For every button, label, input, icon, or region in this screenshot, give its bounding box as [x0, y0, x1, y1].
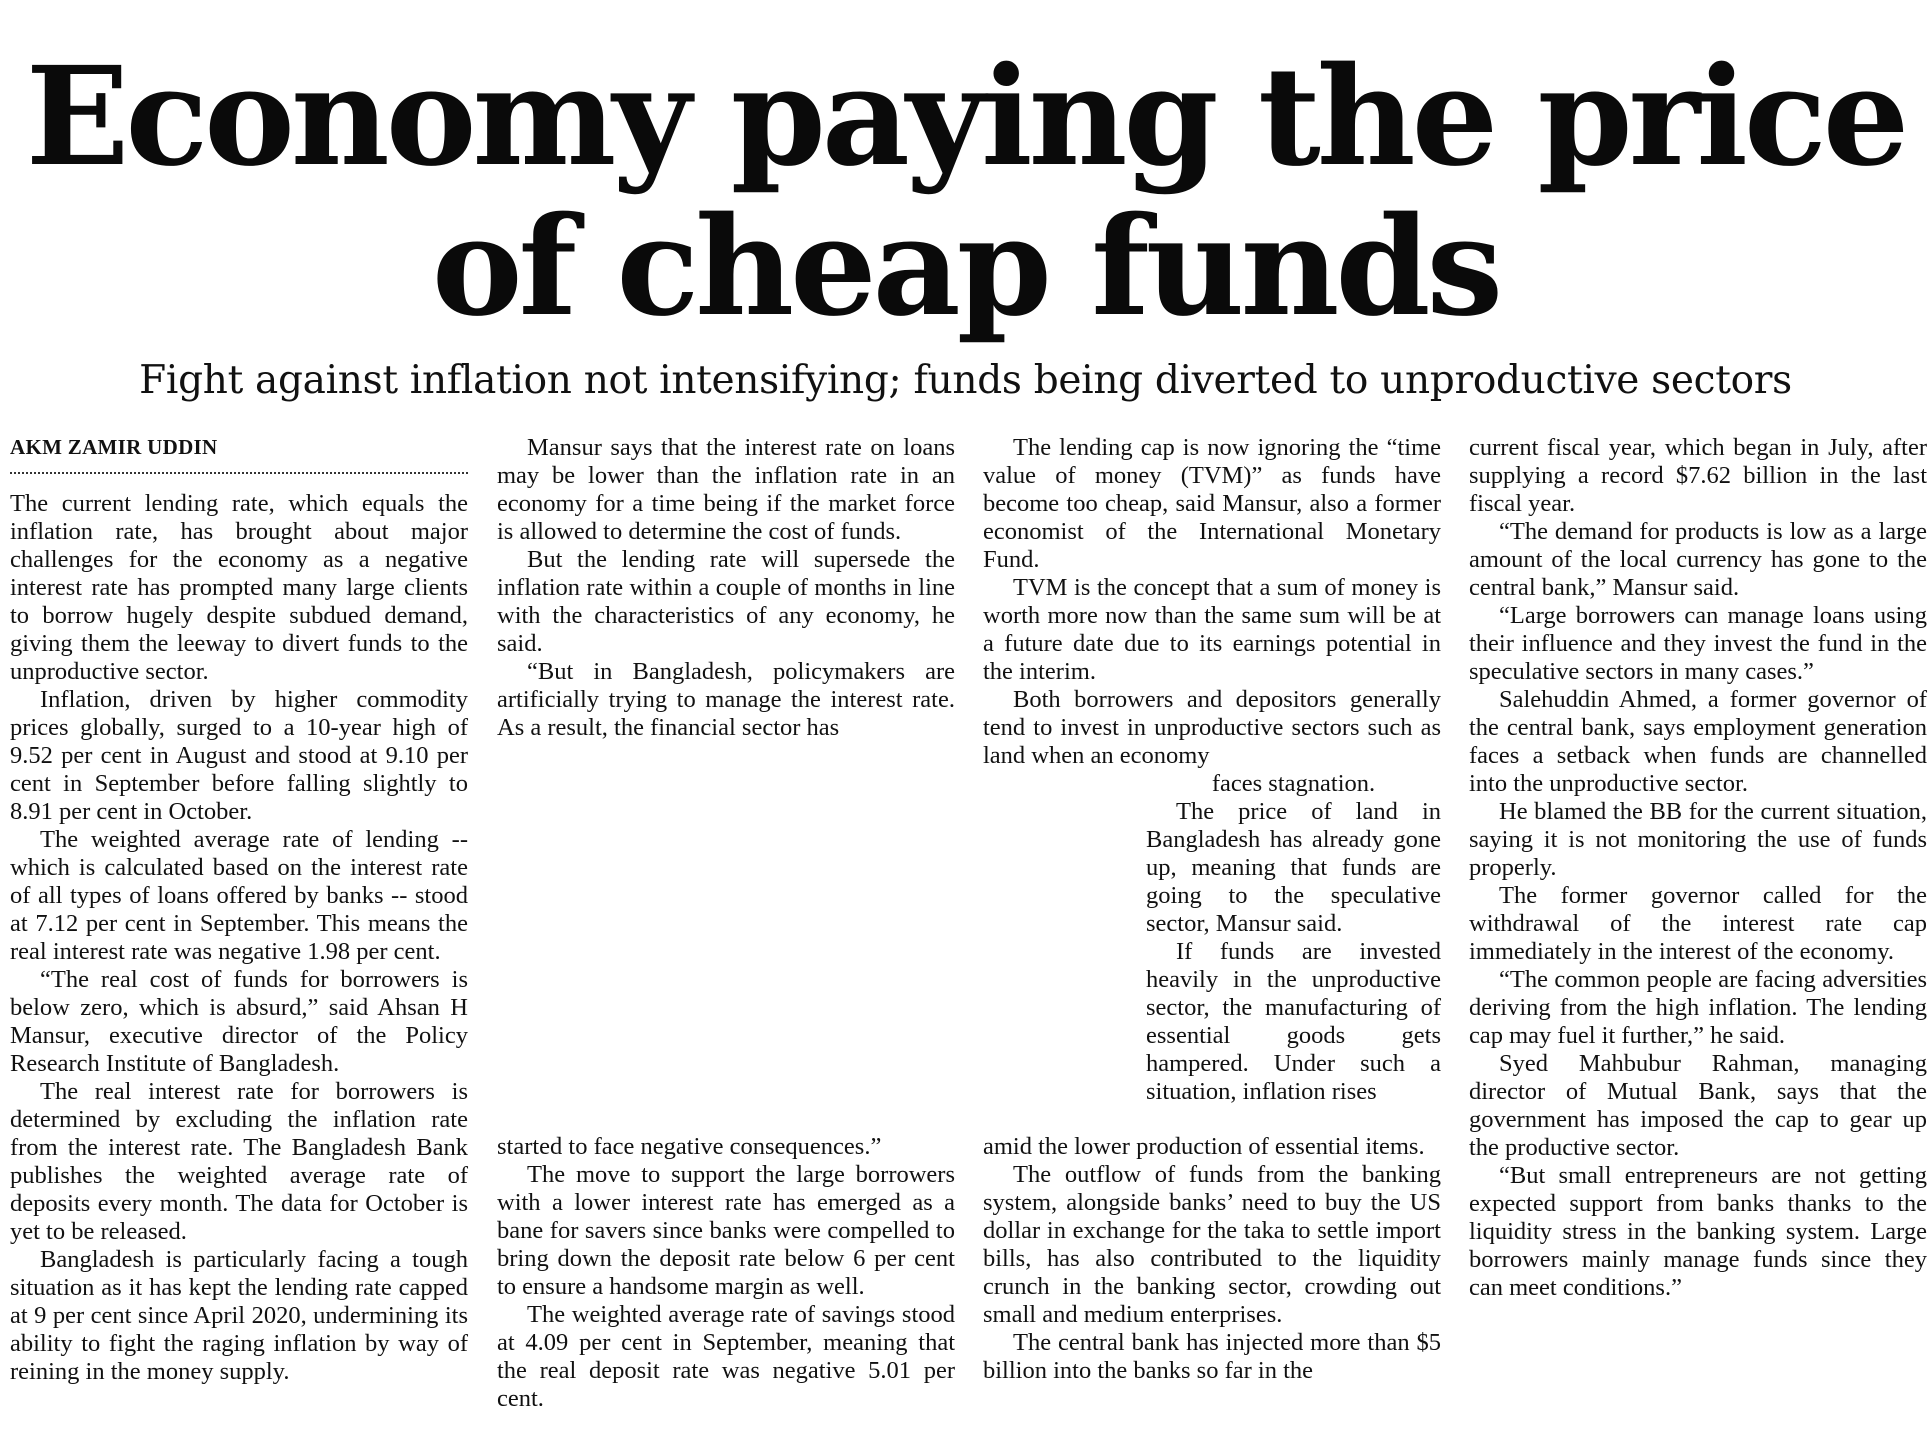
paragraph: He blamed the BB for the current situation, saying it is not monitoring the use of funds properly. — [1469, 798, 1927, 881]
paragraph: “The demand for products is low as a large amount of the local currency has gone to the central bank,” Mansur said. — [1469, 518, 1927, 601]
paragraph: “The real cost of funds for borrowers is below zero, which is absurd,” said Ahsan H Mansur, executive director of the Policy Research Institute of Bangladesh. — [10, 966, 468, 1077]
paragraph: The weighted average rate of lending -- which is calculated based on the interest rate of all types of loans offered by banks -- stood at 7.12 per cent in September. This means the real interest rate was negative 1.98 per cent. — [10, 826, 468, 965]
paragraph: faces stagnation. — [1211, 770, 1376, 797]
headline-line-1: Economy paying the price — [25, 37, 1906, 197]
paragraph: The price of land in Bangladesh has already gone up, meaning that funds are going to the speculative sector, Mansur said. — [1146, 798, 1441, 937]
paragraph: If funds are invested heavily in the unproductive sector, the manufacturing of essential goods gets hampered. Under such a situation, inflation rises — [1146, 938, 1441, 1105]
paragraph: started to face negative consequences.” — [497, 1133, 882, 1160]
paragraph: “But small entrepreneurs are not getting expected support from banks thanks to the liquidity stress in the banking system. Large borrowers mainly manage funds since they can meet conditions.” — [1469, 1162, 1927, 1301]
paragraph: Syed Mahbubur Rahman, managing director of Mutual Bank, says that the government has imposed the cap to gear up the productive sector. — [1469, 1050, 1927, 1161]
paragraph: The lending cap is now ignoring the “time value of money (TVM)” as funds have become too cheap, said Mansur, also a former economist of the International Monetary Fund. — [983, 434, 1441, 573]
paragraph: “But in Bangladesh, policymakers are artificially trying to manage the interest rate. As a result, the financial sector has — [497, 658, 955, 741]
headline-line-2: of cheap funds — [431, 187, 1500, 347]
paragraph: “Large borrowers can manage loans using their influence and they invest the fund in the speculative sectors in many cases.” — [1469, 602, 1927, 685]
column-3-top — [983, 434, 1441, 770]
paragraph: TVM is the concept that a sum of money is worth more now than the same sum will be at a future date due to its earnings potential in the interim. — [983, 574, 1441, 685]
column-4 — [1469, 434, 1927, 1302]
paragraph: amid the lower production of essential items. — [983, 1133, 1425, 1160]
paragraph: The weighted average rate of savings stood at 4.09 per cent in September, meaning that the real deposit rate was negative 5.01 per cent. — [497, 1301, 955, 1412]
paragraph: Mansur says that the interest rate on loans may be lower than the inflation rate in an economy for a time being if the market force is allowed to determine the cost of funds. — [497, 434, 955, 545]
paragraph: current fiscal year, which began in July, after supplying a record $7.62 billion in the last fiscal year. — [1469, 434, 1927, 517]
paragraph: The former governor called for the withdrawal of the interest rate cap immediately in the interest of the economy. — [1469, 882, 1927, 965]
paragraph: The real interest rate for borrowers is determined by excluding the inflation rate from the interest rate. The Bangladesh Bank publishes the weighted average rate of deposits every month. The data for October is yet to be released. — [10, 1078, 468, 1245]
paragraph: Salehuddin Ahmed, a former governor of the central bank, says employment generation faces a setback when funds are channelled into the unproductive sector. — [1469, 686, 1927, 797]
column-3-narrow — [1146, 770, 1441, 1106]
paragraph: The central bank has injected more than $5 billion into the banks so far in the — [983, 1329, 1441, 1384]
column-2-bottom — [497, 1133, 955, 1413]
paragraph: The outflow of funds from the banking system, alongside banks’ need to buy the US dollar in exchange for the taka to settle import bills, has also contributed to the liquidity crunch in the banking sector, crowding out small and medium enterprises. — [983, 1161, 1441, 1328]
paragraph: The current lending rate, which equals the inflation rate, has brought about major challenges for the economy as a negative interest rate has prompted many large clients to borrow hugely despite subdued demand, giving them the leeway to divert funds to the unproductive sector. — [10, 490, 468, 685]
byline: AKM ZAMIR UDDIN — [10, 432, 468, 474]
paragraph: Bangladesh is particularly facing a tough situation as it has kept the lending rate capped at 9 per cent since April 2020, undermining its ability to fight the raging inflation by way of reining in the money supply. — [10, 1246, 468, 1385]
paragraph: The move to support the large borrowers with a lower interest rate has emerged as a bane for savers since banks were compelled to bring down the deposit rate below 6 per cent to ensure a handsome margin as well. — [497, 1161, 955, 1300]
headline — [0, 37, 1931, 347]
column-2-top — [497, 434, 955, 742]
paragraph: But the lending rate will supersede the inflation rate within a couple of months in line with the characteristics of any economy, he said. — [497, 546, 955, 657]
paragraph: Inflation, driven by higher commodity prices globally, surged to a 10-year high of 9.52 per cent in August and stood at 9.10 per cent in September before falling slightly to 8.91 per cent in October. — [10, 686, 468, 825]
column-3-bottom — [983, 1133, 1441, 1385]
paragraph: Both borrowers and depositors generally tend to invest in unproductive sectors such as land when an economy — [983, 686, 1441, 769]
paragraph: “The common people are facing adversities deriving from the high inflation. The lending cap may fuel it further,” he said. — [1469, 966, 1927, 1049]
subheadline: Fight against inflation not intensifying; funds being diverted to unproductive sectors — [139, 358, 1792, 403]
column-1 — [10, 490, 468, 1386]
